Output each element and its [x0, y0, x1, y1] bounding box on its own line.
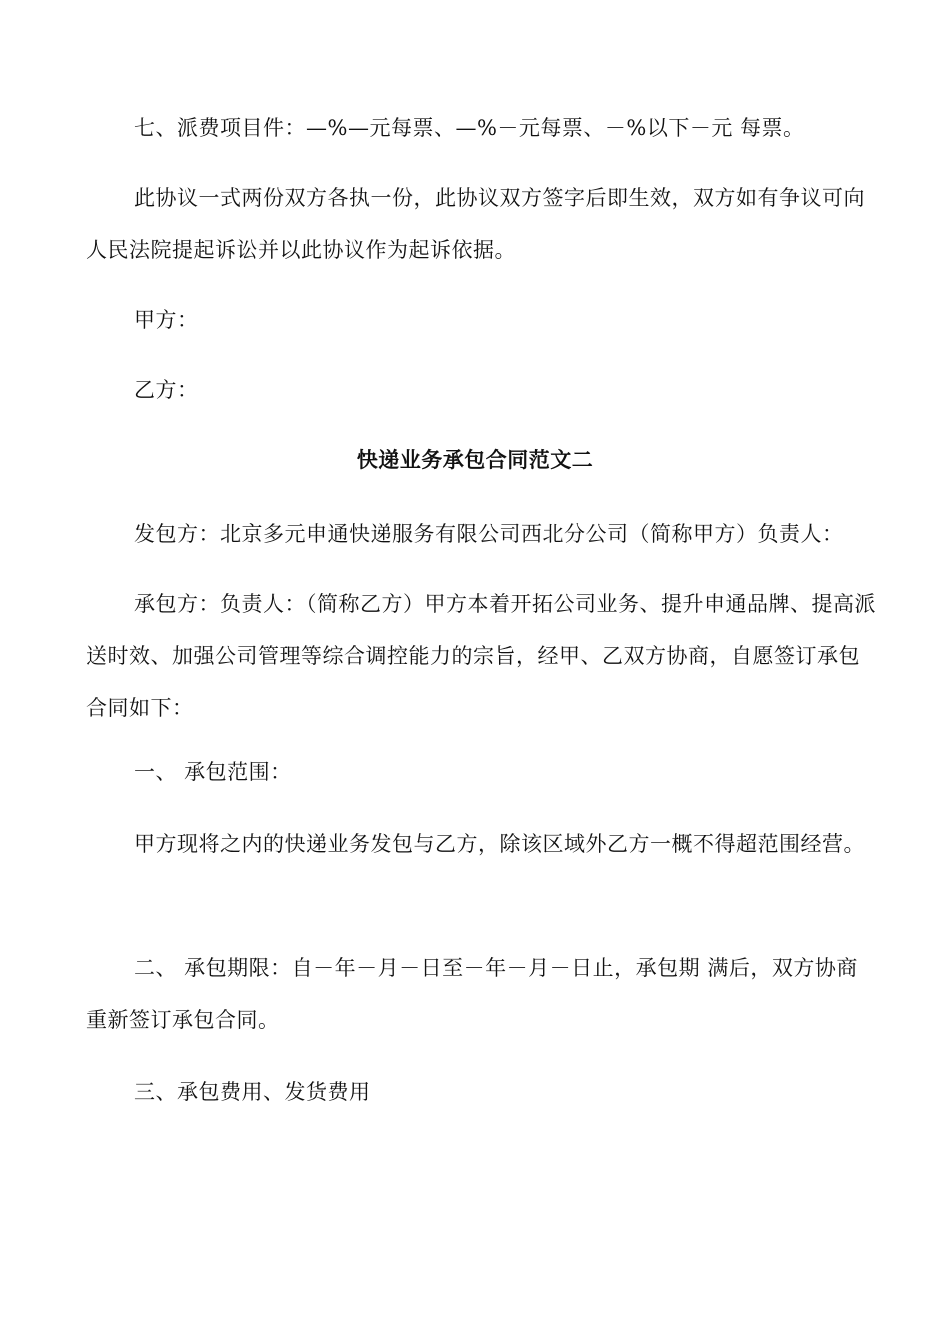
section-title: 快递业务承包合同范文二 [356, 447, 594, 472]
clause-two-term: 二、 承包期限：自－年－月－日至－年－月－日止，承包期 满后，双方协商重新签订承包合同。 [86, 956, 858, 1032]
agreement-validity-paragraph: 此协议一式两份双方各执一份，此协议双方签字后即生效，双方如有争议可向人民法院提起诉讼并以此协议作为起诉依据。 [86, 186, 865, 262]
party-a-signature-line: 甲方： [134, 308, 199, 332]
clause-one-body: 甲方现将之内的快递业务发包与乙方，除该区域外乙方一概不得超范围经营。 [134, 832, 865, 856]
clause-one-heading: 一、 承包范围： [134, 760, 292, 784]
clause-three-heading: 三、承包费用、发货费用 [134, 1080, 371, 1104]
clause-seven-dispatch-fee: 七、派费项目件：—%—元每票、—%－元每票、－%以下－元 每票。 [134, 116, 805, 140]
party-b-signature-line: 乙方： [134, 378, 199, 402]
contractor-paragraph: 承包方：负责人：（简称乙方）甲方本着开拓公司业务、提升申通品牌、提高派送时效、加强公司管理等综合调控能力的宗旨，经甲、乙双方协商，自愿签订承包合同如下： [86, 592, 876, 720]
contractor-issuer-paragraph: 发包方：北京多元申通快递服务有限公司西北分公司（简称甲方）负责人： [134, 522, 844, 546]
